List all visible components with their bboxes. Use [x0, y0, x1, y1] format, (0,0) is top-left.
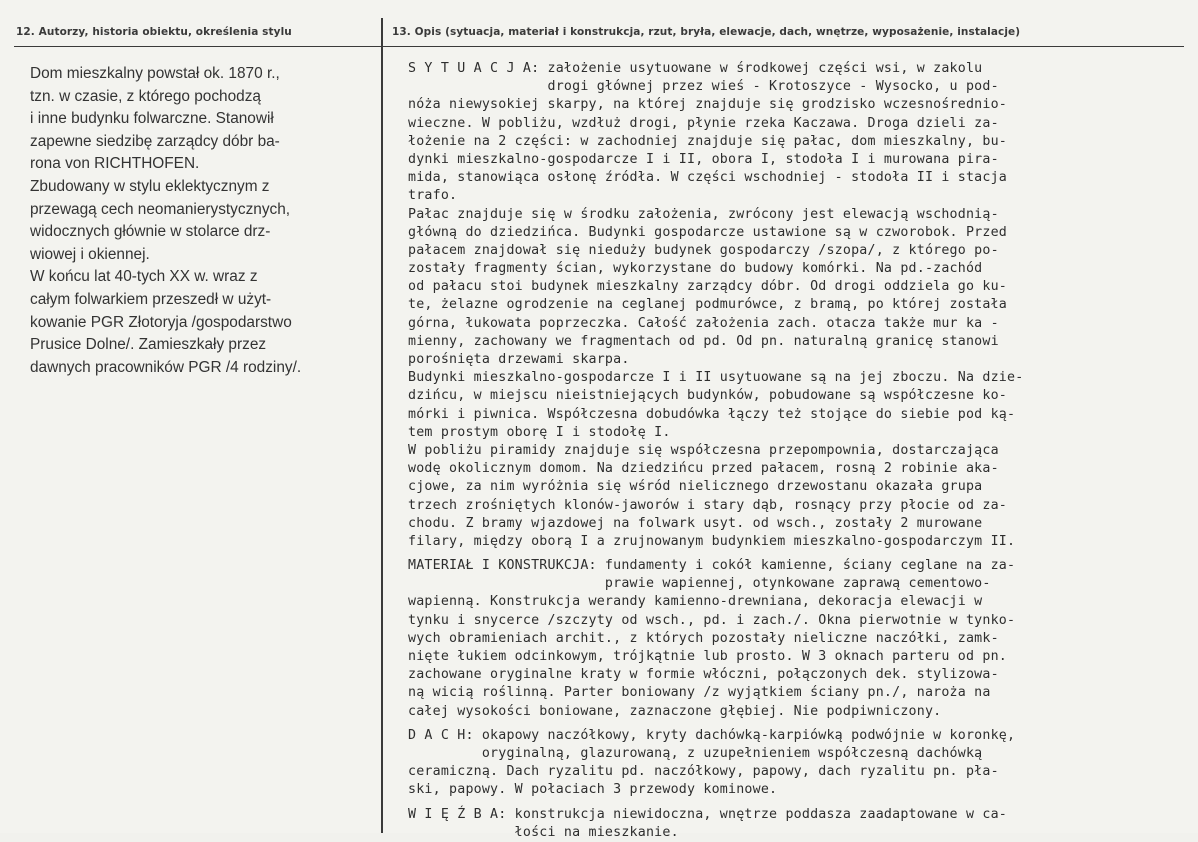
text-line: Prusice Dolne/. Zamieszkały przez: [30, 336, 267, 354]
text-line: ski, papowy. W połaciach 3 przewody kominowe.: [408, 782, 778, 798]
text-line: mórki i piwnica. Współczesna dobudówka łączy też stojące do siebie pod ką-: [408, 406, 1016, 422]
text-line: zachowane oryginalne kraty w formie włóczni, połączonych dek. stylizowa-: [408, 667, 999, 683]
section-12-heading: 12. Autorzy, historia obiektu, określenia stylu: [16, 26, 292, 38]
text-line: nięte łukiem odcinkowym, trójkątnie lub prosto. W 3 oknach parteru od pn.: [408, 649, 1007, 664]
text-line: W końcu lat 40-tych XX w. wraz z: [30, 268, 258, 286]
text-line: prawie wapiennej, otynkowane zaprawą cementowo-: [408, 576, 991, 592]
text-line: wiowej i okiennej.: [30, 245, 150, 263]
text-line: rona von RICHTHOFEN.: [30, 155, 200, 173]
text-line: całym folwarkiem przeszedł w użyt-: [30, 290, 272, 308]
text-line: wapienną. Konstrukcja werandy kamienno-drewniana, dekoracja elewacji w: [408, 594, 983, 610]
text-line: dynki mieszkalno-gospodarcze I i II, obora I, stodoła I i murowana pira-: [408, 151, 999, 167]
authors-history-text: [30, 63, 380, 379]
text-line: dawnych pracowników PGR /4 rodziny/.: [30, 358, 302, 376]
text-line: i inne budynku folwarczne. Stanowił: [30, 110, 274, 128]
column-divider: [381, 18, 383, 833]
text-line: oryginalną, glazurowaną, z uzupełnieniem współczesną dachówką: [408, 745, 983, 761]
text-line: drogi głównej przez wieś - Krotoszyce - Wysocko, u pod-: [408, 79, 999, 95]
text-line: zapewne siedzibę zarządcy dóbr ba-: [30, 132, 280, 150]
text-line: kowanie PGR Złotoryja /gospodarstwo: [30, 313, 292, 331]
text-line: łożenie na 2 części: w zachodniej znajduje się pałac, dom mieszkalny, bu-: [408, 133, 1007, 149]
text-line: widocznych głównie w stolarce drz-: [30, 223, 271, 241]
text-line: wodę okolicznym domom. Na dziedzińcu przed pałacem, rosną 2 robinie aka-: [408, 461, 999, 477]
text-line: chodu. Z bramy wjazdowej na folwark usyt. od wsch., zostały 2 murowane: [408, 515, 983, 531]
text-line: Budynki mieszkalno-gospodarcze I i II usytuowane są na jej zboczu. Na dzie-: [408, 370, 1024, 386]
text-line: S Y T U A C J A: założenie usytuowane w środkowej części wsi, w zakolu: [408, 61, 983, 76]
text-line: dzińcu, w miejscu nieistniejących budynków, pobudowane są współczesne ko-: [408, 388, 1007, 404]
text-line: trafo.: [408, 188, 458, 204]
text-line: od pałacu stoi budynek mieszkalny zarządcy dóbr. Od drogi oddziela go ku-: [408, 279, 1007, 295]
text-line: W I Ę Ź B A: konstrukcja niewidoczna, wnętrze poddasza zaadaptowane w ca-: [408, 806, 1007, 822]
text-line: porośnięta drzewami skarpa.: [408, 352, 630, 367]
text-line: całej wysokości boniowane, zaznaczone głębiej. Nie podpiwniczony.: [408, 703, 942, 719]
text-line: Zbudowany w stylu eklektycznym z: [30, 177, 270, 195]
text-line: mienny, zachowany we fragmentach od pd. Od pn. naturalną granicę stanowi: [408, 333, 999, 349]
text-line: cjowe, za nim wyróżnia się wśród nielicznego drzewostanu okazała grupa: [408, 479, 983, 495]
text-line: zostały fragmenty ścian, wykorzystane do budowy komórki. Na pd.-zachód: [408, 261, 983, 277]
text-line: wieczne. W pobliżu, wzdłuż drogi, płynie rzeka Kaczawa. Droga dzieli za-: [408, 115, 999, 131]
text-line: przewagą cech neomanierystycznych,: [30, 200, 291, 218]
text-line: trzech zrośniętych klonów-jaworów i stary dąb, rosnący przy płocie od za-: [408, 497, 1007, 513]
text-line: pałacem znajdował się nieduży budynek gospodarczy /szopa/, z którego po-: [408, 242, 999, 258]
text-line: tzn. w czasie, z którego pochodzą: [30, 87, 261, 105]
text-line: W pobliżu piramidy znajduje się współczesna przepompownia, dostarczająca: [408, 442, 999, 458]
text-line: tynku i snycerce /szczyty od wsch., pd. i zach./. Okna pierwotnie w tynko-: [408, 612, 1016, 628]
text-line: Pałac znajduje się w środku założenia, zwrócony jest elewacją wschodnią-: [408, 206, 999, 222]
text-line: Dom mieszkalny powstał ok. 1870 r.,: [30, 65, 280, 82]
text-line: ną wicią roślinną. Parter boniowany /z wyjątkiem ściany pn./, naroża na: [408, 685, 991, 701]
text-line: nóża niewysokiej skarpy, na której znajduje się grodzisko wczesnośrednio-: [408, 97, 1007, 113]
text-line: ceramiczną. Dach ryzalitu pd. naczółkowy, papowy, dach ryzalitu pn. pła-: [408, 764, 999, 780]
text-line: MATERIAŁ I KONSTRUKCJA: fundamenty i cokół kamienne, ściany ceglane na za-: [408, 558, 1016, 574]
text-line: łości na mieszkanie.: [408, 824, 679, 840]
text-line: główną do dziedzińca. Budynki gospodarcze ustawione są w czworobok. Przed: [408, 224, 1007, 240]
text-line: filary, między oborą I a zrujnowanym budynkiem mieszkalno-gospodarczym II.: [408, 533, 1016, 549]
text-line: D A C H: okapowy naczółkowy, kryty dachówką-karpiówką podwójnie w koronkę,: [408, 727, 1016, 743]
text-line: mida, stanowiąca osłonę źródła. W części wschodniej - stodoła II i stacja: [408, 170, 1007, 186]
header-rule: [14, 46, 1184, 47]
text-line: te, żelazne ogrodzenie na ceglanej podmurówce, z bramą, po której została: [408, 297, 1007, 313]
text-line: górna, łukowata poprzeczka. Całość założenia zach. otacza także mur ka -: [408, 315, 999, 331]
description-text: [408, 60, 1188, 842]
section-13-heading: 13. Opis (sytuacja, materiał i konstrukcja, rzut, bryła, elewacje, dach, wnętrze, wyposażenie, instalacje): [392, 26, 1021, 38]
text-line: tem prostym oborę I i stodołę I.: [408, 424, 671, 440]
text-line: wych obramieniach archit., z których pozostały nieliczne naczółki, zamk-: [408, 630, 999, 646]
